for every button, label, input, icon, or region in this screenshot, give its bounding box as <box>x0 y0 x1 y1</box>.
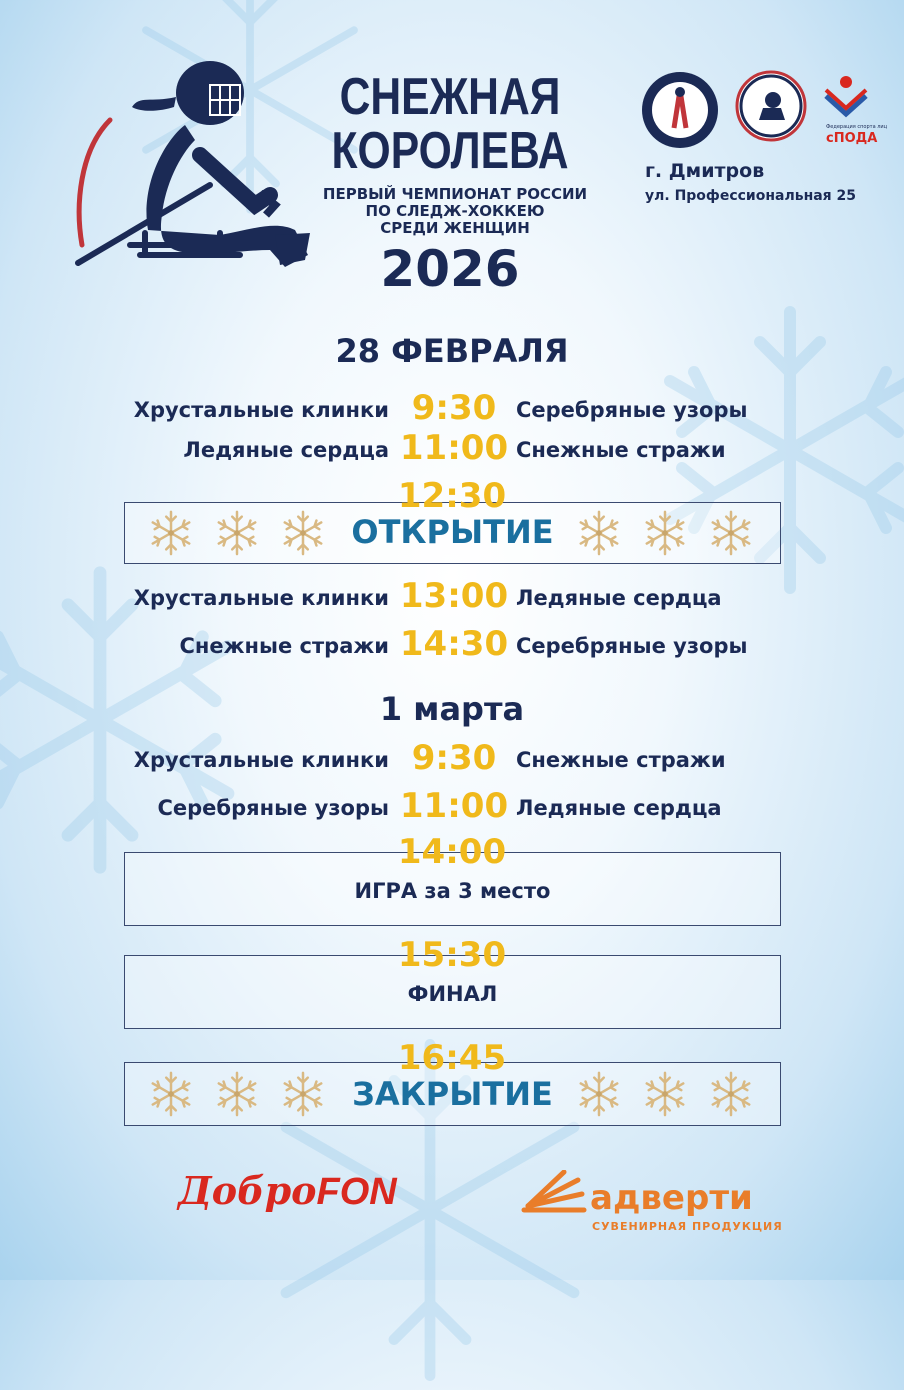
opening-label: ОТКРЫТИЕ <box>351 513 554 551</box>
match-row <box>0 624 904 674</box>
adverti-logo-text: адверти <box>590 1178 753 1218</box>
third-place-time: 14:00 <box>397 832 507 872</box>
match-team2: Снежные стражи <box>516 748 726 772</box>
match-team1: Серебряные узоры <box>157 796 389 820</box>
day1-heading: 28 ФЕВРАЛЯ <box>335 332 569 370</box>
event-year: 2026 <box>380 240 520 298</box>
match-row <box>0 576 904 626</box>
match-time: 9:30 <box>411 388 497 428</box>
location-street: ул. Профессиональная 25 <box>645 188 857 204</box>
final-time: 15:30 <box>397 935 507 975</box>
event-title <box>327 70 573 178</box>
adaptive-hockey-federation-logo <box>640 70 720 150</box>
event-subtitle <box>290 186 620 237</box>
location-city: г. Дмитров <box>645 160 765 182</box>
match-team1: Хрустальные клинки <box>133 748 389 772</box>
match-row <box>0 786 904 836</box>
match-team1: Снежные стражи <box>179 634 389 658</box>
match-team1: Ледяные сердца <box>183 438 389 462</box>
match-time: 13:00 <box>399 576 509 616</box>
spoda-caption: Федерация спорта лиц <box>826 124 888 130</box>
match-team2: Ледяные сердца <box>516 586 722 610</box>
match-team2: Серебряные узоры <box>516 398 748 422</box>
golden-snowflake-icon <box>213 509 261 557</box>
dobrofon-part2: FON <box>316 1171 397 1213</box>
day2-heading: 1 марта <box>379 690 525 728</box>
match-team2: Серебряные узоры <box>516 634 748 658</box>
adverti-fan-icon <box>518 1170 588 1216</box>
match-team2: Ледяные сердца <box>516 796 722 820</box>
opening-time: 12:30 <box>397 476 507 516</box>
sledge-hockey-player-illustration <box>70 55 320 280</box>
title-line-2: КОРОЛЕВА <box>331 122 569 180</box>
final-label: ФИНАЛ <box>407 982 498 1006</box>
match-row <box>0 428 904 478</box>
match-team1: Хрустальные клинки <box>133 398 389 422</box>
match-time: 14:30 <box>399 624 509 664</box>
match-time: 9:30 <box>411 738 497 778</box>
spoda-name: сПОДА <box>826 131 878 146</box>
golden-snowflake-icon <box>707 509 755 557</box>
subtitle-line-1: ПЕРВЫЙ ЧЕМПИОНАТ РОССИИ <box>322 185 588 203</box>
spoda-federation-logo <box>818 74 874 124</box>
golden-snowflake-icon <box>279 509 327 557</box>
title-line-1: СНЕЖНАЯ <box>339 68 561 126</box>
snow-queen-logo <box>735 70 807 142</box>
golden-snowflake-icon <box>147 509 195 557</box>
subtitle-line-3: СРЕДИ ЖЕНЩИН <box>380 219 530 237</box>
golden-snowflake-icon <box>641 509 689 557</box>
closing-time: 16:45 <box>397 1038 507 1078</box>
golden-snowflake-icon <box>575 509 623 557</box>
match-row <box>0 738 904 788</box>
match-team1: Хрустальные клинки <box>133 586 389 610</box>
match-time: 11:00 <box>399 428 509 468</box>
closing-label: ЗАКРЫТИЕ <box>352 1075 553 1113</box>
dobrofon-part1: Добро <box>178 1168 317 1213</box>
subtitle-line-2: ПО СЛЕДЖ-ХОККЕЮ <box>365 202 545 220</box>
adverti-subtitle: СУВЕНИРНАЯ ПРОДУКЦИЯ <box>592 1220 783 1233</box>
match-team2: Снежные стражи <box>516 438 726 462</box>
dobrofon-logo <box>178 1168 397 1214</box>
match-time: 11:00 <box>399 786 509 826</box>
third-place-label: ИГРА за 3 место <box>354 879 551 903</box>
